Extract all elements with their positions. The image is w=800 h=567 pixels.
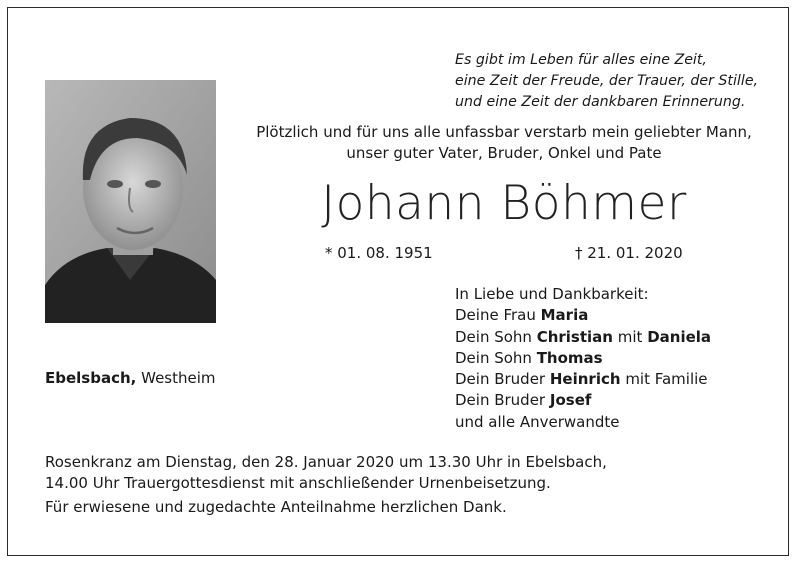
relation-label: Deine Frau <box>455 306 541 325</box>
service-line: Rosenkranz am Dienstag, den 28. Januar 2020 um 13.30 Uhr in Ebelsbach, <box>45 453 607 471</box>
mourner-name: Thomas <box>536 348 603 367</box>
mourners-list <box>455 284 711 433</box>
list-item <box>455 327 711 348</box>
mourner-name: Christian <box>536 327 613 346</box>
portrait-photo-icon <box>45 80 216 323</box>
mourner-name: Heinrich <box>549 370 621 389</box>
mourner-name: Josef <box>549 391 592 410</box>
place-secondary: Westheim <box>136 369 216 387</box>
birth-date: * 01. 08. 1951 <box>325 244 433 262</box>
mourners-heading: In Liebe und Dankbarkeit: <box>455 285 649 303</box>
mourner-name: Maria <box>540 306 589 325</box>
quote-line: Es gibt im Leben für alles eine Zeit, <box>455 52 707 68</box>
thanks-note: Für erwiesene und zugedachte Anteilnahme herzlichen Dank. <box>45 498 507 516</box>
suffix-text: mit Familie <box>620 370 708 389</box>
portrait-photo <box>45 80 216 323</box>
place-of-residence <box>45 369 216 387</box>
memorial-quote <box>455 50 758 113</box>
quote-line: eine Zeit der Freude, der Trauer, der Stille, <box>455 73 759 89</box>
announcement-line: Plötzlich und für uns alle unfassbar verstarb mein geliebter Mann, <box>256 123 752 141</box>
relation-label: Dein Sohn <box>455 327 537 346</box>
death-date: † 21. 01. 2020 <box>575 244 683 262</box>
place-main: Ebelsbach, <box>45 369 137 387</box>
list-item <box>455 369 711 390</box>
relation-label: Dein Bruder <box>455 370 550 389</box>
list-item <box>455 305 711 326</box>
connector-text: mit <box>612 327 648 346</box>
mourner-partner-name: Daniela <box>647 327 712 346</box>
death-announcement <box>240 122 768 164</box>
mourners-closing: und alle Anverwandte <box>455 412 620 431</box>
list-item <box>455 390 711 411</box>
relation-label: Dein Sohn <box>455 348 537 367</box>
announcement-line: unser guter Vater, Bruder, Onkel und Pate <box>346 144 662 162</box>
service-line: 14.00 Uhr Trauergottesdienst mit anschließender Urnenbeisetzung. <box>45 474 551 492</box>
quote-line: und eine Zeit der dankbaren Erinnerung. <box>455 94 746 110</box>
list-item <box>455 348 711 369</box>
relation-label: Dein Bruder <box>455 391 550 410</box>
deceased-name: Johann Böhmer <box>321 176 687 231</box>
funeral-service-info <box>45 452 607 494</box>
